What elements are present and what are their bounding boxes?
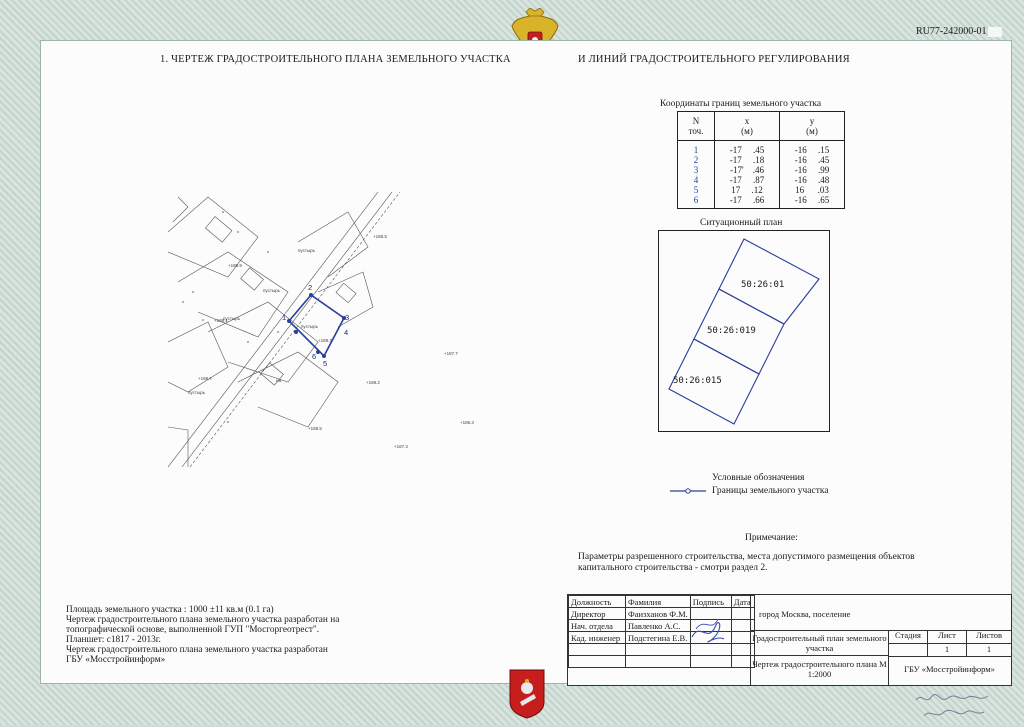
point-number: 1	[693, 145, 699, 155]
r2-position: Нач. отдела	[569, 620, 626, 632]
title-left: 1. ЧЕРТЕЖ ГРАДОСТРОИТЕЛЬНОГО ПЛАНА ЗЕМЕЛЬНОГО УЧАСТКА	[160, 54, 511, 65]
coord-y-frac: .65	[818, 195, 830, 205]
coord-y-frac: .45	[818, 155, 830, 165]
coord-y-int: -16	[794, 195, 807, 205]
sheets-value: 1	[986, 644, 992, 654]
info-text: Чертеж градостроительного плана земельного участка разработан на	[66, 615, 340, 625]
coord-y-frac: .48	[818, 175, 830, 185]
legend-boundary-icon	[668, 484, 708, 498]
coord-y-row	[783, 145, 841, 155]
drawing-title: Чертеж градостроительного плана М 1:2000	[752, 659, 887, 679]
point-number: 4	[693, 175, 699, 185]
stamp-block	[567, 594, 1012, 686]
title-right: И ЛИНИЙ ГРАДОСТРОИТЕЛЬНОГО РЕГУЛИРОВАНИЯ	[578, 54, 850, 65]
r2-name: Павленко А.С.	[626, 620, 691, 632]
map-point-label: 4	[344, 328, 349, 337]
stage-value	[889, 644, 928, 656]
coord-y-row	[783, 185, 841, 195]
coordinates-table	[677, 111, 845, 209]
col-y-unit: (м)	[806, 126, 818, 136]
coord-x-row	[718, 165, 776, 175]
moscow-emblem-icon	[508, 668, 546, 720]
map-point-label: 5	[323, 359, 328, 368]
document-number: RU77-242000-01	[916, 26, 987, 37]
map-point-label: 6	[312, 352, 317, 361]
coord-x-row	[718, 175, 776, 185]
info-text: ГБУ «Мосстройинформ»	[66, 655, 166, 665]
coord-y-row	[783, 195, 841, 205]
location-cell	[750, 595, 1011, 631]
point-number: 5	[693, 185, 699, 195]
info-text: Чертеж градостроительного плана земельного участка разработан	[66, 645, 328, 655]
location-text: город Москва, поселение	[759, 609, 851, 619]
legend-item-label: Границы земельного участка	[712, 486, 829, 496]
map-text: +186.3	[460, 420, 474, 425]
map-point-label: 2	[308, 283, 313, 292]
coord-y-int: -16	[794, 155, 807, 165]
coord-x-frac: .18	[753, 155, 765, 165]
coord-x-row	[718, 195, 776, 205]
col-n-sub: точ.	[688, 126, 704, 136]
coord-x-row	[718, 145, 776, 155]
coord-y-frac: .99	[818, 165, 830, 175]
coord-x-frac: .45	[753, 145, 765, 155]
topographic-map	[168, 192, 498, 467]
coordinates-title: Координаты границ земельного участка	[660, 99, 822, 109]
map-text: пустырь	[223, 316, 241, 321]
map-text: нж	[276, 378, 282, 383]
map-text: пустырь	[188, 390, 206, 395]
map-drawing	[168, 192, 498, 467]
info-text: Планшет: с1817 - 2013г.	[66, 635, 161, 645]
coord-x-frac: .66	[753, 195, 765, 205]
map-text: +189.1	[214, 318, 228, 323]
doc-title: Градостроительный план земельного участка	[752, 633, 887, 653]
document-number-masked	[988, 27, 1002, 37]
coord-y-row	[783, 155, 841, 165]
org-name: ГБУ «Мосстройинформ»	[904, 664, 995, 674]
coord-y-int: -16	[794, 145, 807, 155]
map-text: пустырь	[298, 248, 316, 253]
r3-name: Подстегина Е.В.	[626, 632, 691, 644]
map-text: +188.2	[366, 380, 380, 385]
sheet-value: 1	[928, 644, 967, 656]
note-line-2: капитального строительства - смотри раздел 2.	[578, 563, 768, 573]
coordinates-table-wrap	[677, 111, 845, 209]
col-x-header: x	[744, 116, 750, 126]
r1-position: Директор	[569, 608, 626, 620]
coord-y-int: 16	[795, 185, 805, 195]
coord-y-row	[783, 165, 841, 175]
handwritten-signature-icon	[910, 688, 1010, 722]
cadastral-label: 50:26:019	[707, 326, 756, 336]
h-sign: Подпись	[690, 596, 731, 608]
situation-plan-box	[658, 230, 830, 432]
coord-y-frac: .15	[818, 145, 830, 155]
point-number: 6	[693, 195, 699, 205]
map-text: +187.3	[394, 444, 408, 449]
map-point-label: 3	[345, 313, 350, 322]
coord-y-int: -16	[794, 165, 807, 175]
coord-y-int: -16	[794, 175, 807, 185]
area-text: Площадь земельного участка : 1000 ±11 кв.м (0.1 га)	[66, 605, 274, 615]
col-n-header: N	[692, 116, 700, 126]
point-number: 2	[693, 155, 699, 165]
map-text: пустырь	[263, 288, 281, 293]
map-text: +188.7	[198, 376, 212, 381]
coord-x-frac: .12	[751, 185, 763, 195]
map-point-label: 1	[282, 313, 287, 322]
drawing-cell	[750, 656, 888, 685]
h-sheet: Лист	[928, 630, 967, 644]
cadastral-label: 50:26:01	[741, 280, 785, 290]
coord-x-row	[718, 155, 776, 165]
map-text: пустырь	[301, 324, 319, 329]
map-text: +188.5	[373, 234, 387, 239]
coord-x-int: 17	[731, 185, 741, 195]
r1-name: Фаизханов Ф.М.	[626, 608, 691, 620]
r3-position: Кад. инженер	[569, 632, 626, 644]
signature-scribble-icon	[688, 611, 728, 651]
map-text: +189.3	[318, 338, 332, 343]
h-sheets: Листов	[967, 630, 1011, 644]
coord-x-frac: .46	[752, 165, 764, 175]
coord-x-row	[718, 185, 776, 195]
map-text: +188.5	[308, 426, 322, 431]
info-text: топографической основе, выполненной ГУП "Мосгоргеотрест".	[66, 625, 320, 635]
cadastral-label: 50:26:015	[673, 376, 722, 386]
coord-x-int: -17	[729, 175, 742, 185]
coord-y-row	[783, 175, 841, 185]
coord-x-frac: .87	[753, 175, 765, 185]
stage-cells	[888, 630, 1011, 657]
coord-x-int: -17	[729, 145, 742, 155]
h-name: Фамилия	[626, 596, 691, 608]
coord-x-int: -17	[729, 195, 742, 205]
point-number: 3	[693, 165, 699, 175]
doc-title-cell	[750, 630, 888, 656]
h-stage: Стадия	[889, 630, 928, 644]
legend-title: Условные обозначения	[712, 473, 805, 483]
h-position: Должность	[569, 596, 626, 608]
coord-x-int: -17	[729, 155, 742, 165]
coord-x-int: -17'	[730, 165, 744, 175]
note-title: Примечание:	[745, 533, 798, 543]
col-y-header: y	[809, 116, 815, 126]
col-x-unit: (м)	[741, 126, 753, 136]
org-cell	[888, 656, 1010, 685]
note-line-1: Параметры разрешенного строительства, места допустимого размещения объектов	[578, 552, 915, 562]
situation-plan-title: Ситуационный план	[700, 218, 783, 228]
coord-y-frac: .03	[817, 185, 829, 195]
map-text: +187.7	[444, 351, 458, 356]
info-block	[66, 605, 339, 665]
h-date: Дата	[731, 596, 754, 608]
map-text: +189.9	[228, 263, 242, 268]
